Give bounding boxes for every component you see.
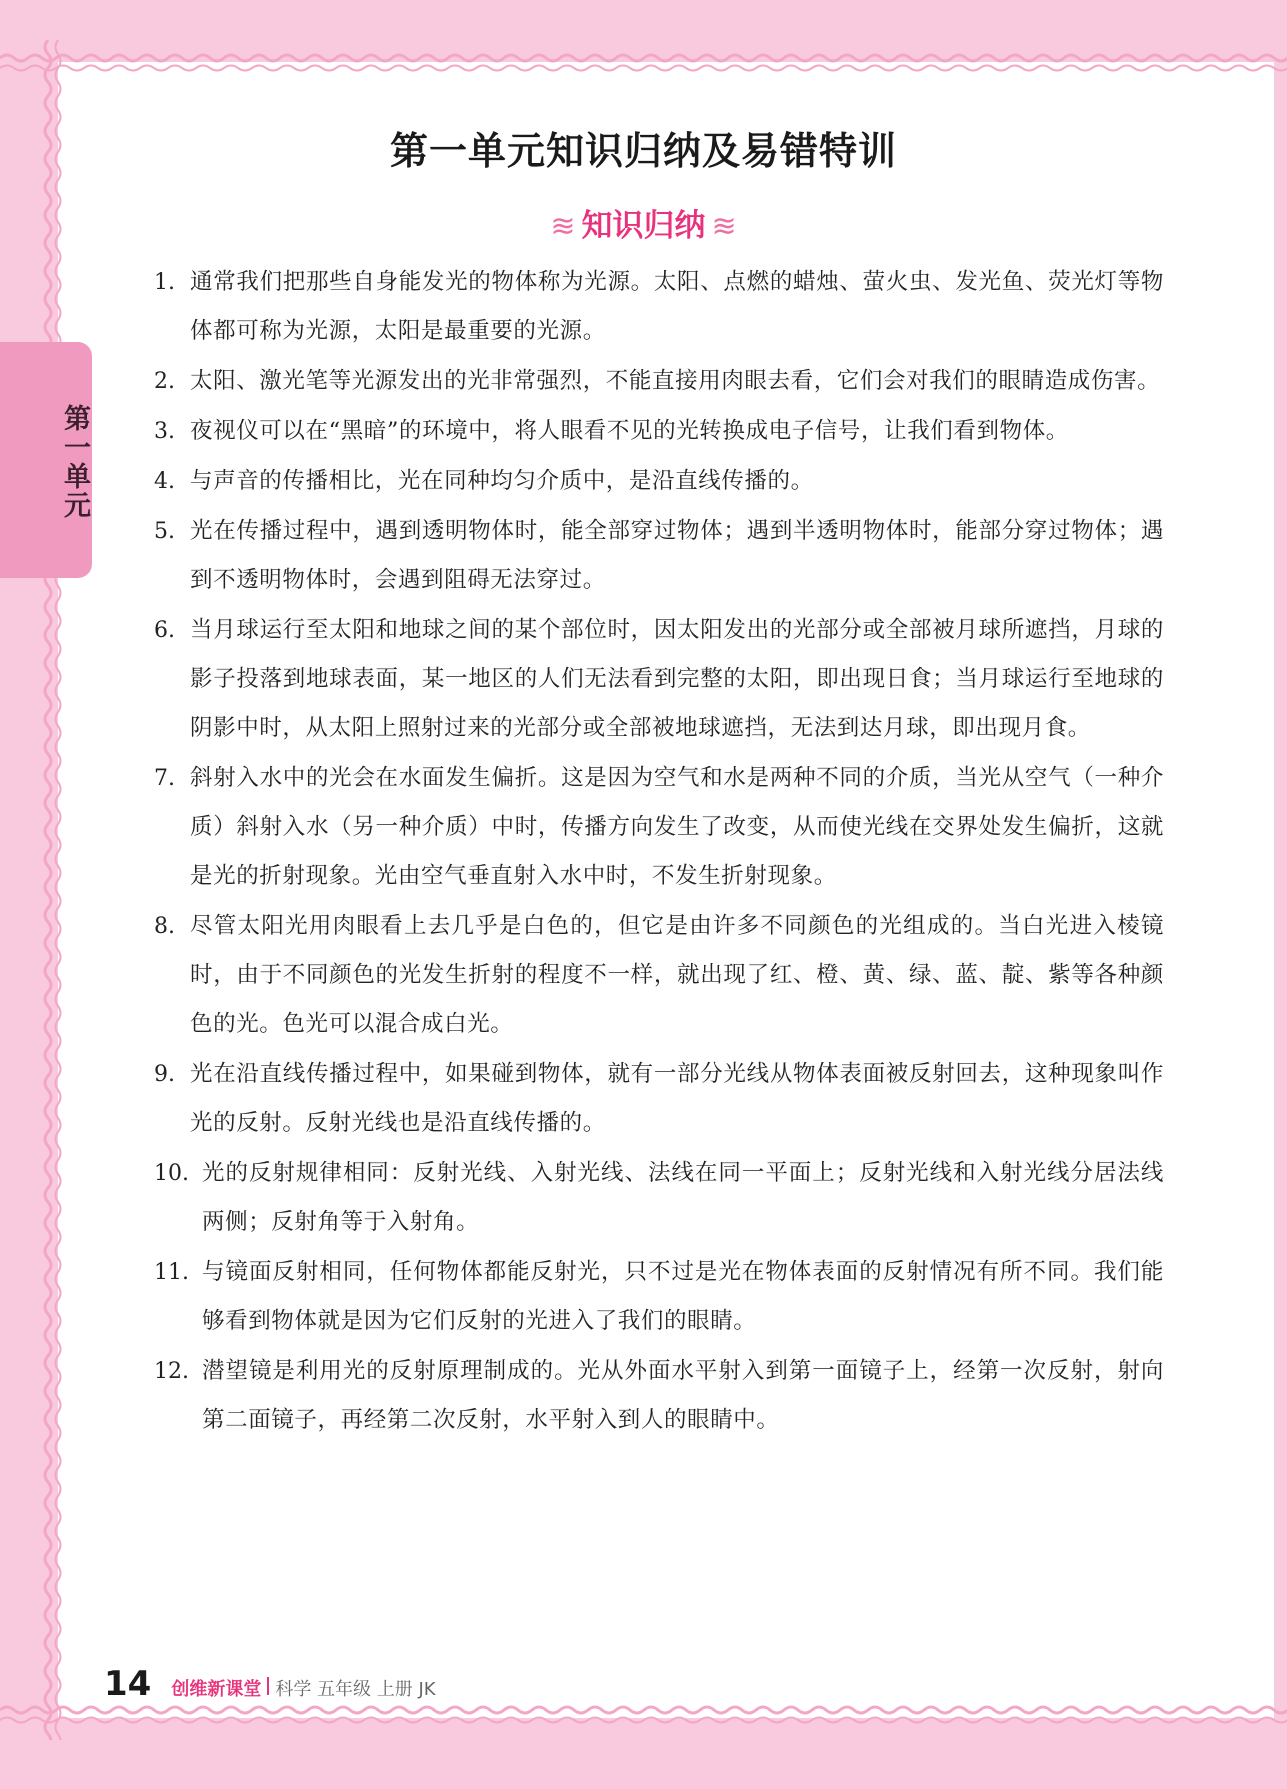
- list-item: [154, 902, 1164, 1049]
- item-text: 通常我们把那些自身能发光的物体称为光源。太阳、点燃的蜡烛、萤火虫、发光鱼、荧光灯等物体都可称为光源，太阳是最重要的光源。: [190, 269, 1164, 344]
- item-text: 与镜面反射相同，任何物体都能反射光，只不过是光在物体表面的反射情况有所不同。我们能够看到物体就是因为它们反射的光进入了我们的眼睛。: [202, 1259, 1164, 1334]
- list-item: [154, 1149, 1164, 1247]
- list-item: [154, 1347, 1164, 1445]
- item-number: 9.: [154, 1062, 175, 1087]
- item-number: 10.: [154, 1161, 189, 1186]
- item-number: 5.: [154, 519, 175, 544]
- list-item: [154, 606, 1164, 753]
- item-text: 光的反射规律相同：反射光线、入射光线、法线在同一平面上；反射光线和入射光线分居法线两侧；反射角等于入射角。: [202, 1160, 1164, 1235]
- page-title: 第一单元知识归纳及易错特训: [389, 129, 897, 173]
- section-heading: [0, 200, 1287, 245]
- item-text: 当月球运行至太阳和地球之间的某个部位时，因太阳发出的光部分或全部被月球所遮挡，月球的影子投落到地球表面，某一地区的人们无法看到完整的太阳，即出现日食；当月球运行至地球的阴影中时，从太阳上照射过来的光部分或全部被地球遮挡，无法到达月球，即出现月食。: [190, 617, 1164, 741]
- item-number: 2.: [154, 369, 175, 394]
- item-number: 8.: [154, 914, 175, 939]
- footer-divider: [267, 1677, 269, 1695]
- item-number: 1.: [154, 270, 175, 295]
- list-item: [154, 457, 1164, 506]
- item-text: 光在沿直线传播过程中，如果碰到物体，就有一部分光线从物体表面被反射回去，这种现象叫作光的反射。反射光线也是沿直线传播的。: [190, 1061, 1164, 1136]
- book-info: 科学 五年级 上册 JK: [275, 1679, 436, 1700]
- item-text: 潜望镜是利用光的反射原理制成的。光从外面水平射入到第一面镜子上，经第一次反射，射向第二面镜子，再经第二次反射，水平射入到人的眼睛中。: [202, 1358, 1164, 1433]
- item-number: 11.: [154, 1260, 189, 1285]
- page-number: 14: [104, 1664, 152, 1704]
- list-item: [154, 407, 1164, 456]
- wave-deco-icon: ≋: [550, 209, 576, 244]
- wave-deco-icon: ≋: [711, 209, 737, 244]
- item-text: 夜视仪可以在“黑暗”的环境中，将人眼看不见的光转换成电子信号，让我们看到物体。: [190, 418, 1069, 444]
- list-item: [154, 357, 1164, 406]
- section-heading-label: 知识归纳: [581, 208, 706, 244]
- brand-name: 创维新课堂: [171, 1679, 262, 1700]
- list-item: [154, 507, 1164, 605]
- item-number: 4.: [154, 469, 175, 494]
- item-number: 3.: [154, 419, 175, 444]
- list-item: [154, 1050, 1164, 1148]
- item-number: 12.: [154, 1359, 189, 1384]
- unit-side-tab-label: 第一单元: [59, 404, 90, 520]
- item-text: 太阳、激光笔等光源发出的光非常强烈，不能直接用肉眼去看，它们会对我们的眼睛造成伤害。: [190, 368, 1161, 394]
- item-number: 7.: [154, 766, 175, 791]
- list-item: [154, 258, 1164, 356]
- knowledge-list: [154, 258, 1164, 1446]
- item-text: 与声音的传播相比，光在同种均匀介质中，是沿直线传播的。: [190, 468, 814, 494]
- item-text: 尽管太阳光用肉眼看上去几乎是白色的，但它是由许多不同颜色的光组成的。当白光进入棱镜时，由于不同颜色的光发生折射的程度不一样，就出现了红、橙、黄、绿、蓝、靛、紫等各种颜色的光。色光可以混合成白光。: [190, 913, 1164, 1037]
- item-text: 斜射入水中的光会在水面发生偏折。这是因为空气和水是两种不同的介质，当光从空气（一种介质）斜射入水（另一种介质）中时，传播方向发生了改变，从而使光线在交界处发生偏折，这就是光的折射现象。光由空气垂直射入水中时，不发生折射现象。: [190, 765, 1164, 889]
- item-text: 光在传播过程中，遇到透明物体时，能全部穿过物体；遇到半透明物体时，能部分穿过物体；遇到不透明物体时，会遇到阻碍无法穿过。: [190, 518, 1164, 593]
- list-item: [154, 754, 1164, 901]
- page-footer: [104, 1664, 436, 1704]
- item-number: 6.: [154, 618, 175, 643]
- list-item: [154, 1248, 1164, 1346]
